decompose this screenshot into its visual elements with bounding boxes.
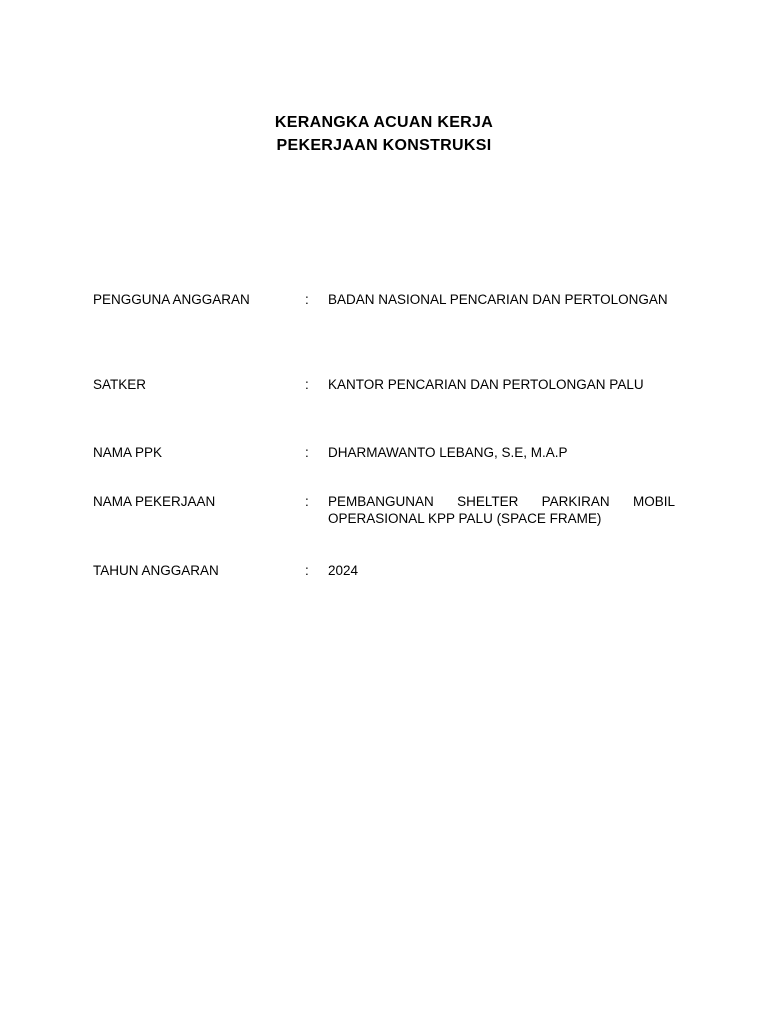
field-value: BADAN NASIONAL PENCARIAN DAN PERTOLONGAN [328,292,668,307]
field-value: KANTOR PENCARIAN DAN PERTOLONGAN PALU [328,377,644,392]
field-value: PEMBANGUNAN SHELTER PARKIRAN MOBIL OPERASIONAL KPP PALU (SPACE FRAME) [328,494,675,526]
field-colon: : [305,377,309,392]
field-label: PENGGUNA ANGGARAN [93,292,250,307]
field-colon: : [305,292,309,307]
field-colon: : [305,445,309,460]
field-colon: : [305,494,309,509]
title-line-1: KERANGKA ACUAN KERJA [274,114,494,131]
field-label: SATKER [93,377,147,392]
document-title [0,111,768,157]
field-colon: : [305,563,309,578]
field-value: DHARMAWANTO LEBANG, S.E, M.A.P [328,445,568,460]
field-label: NAMA PEKERJAAN [93,494,216,509]
field-label: NAMA PPK [93,445,163,460]
field-label: TAHUN ANGGARAN [93,563,219,578]
field-value: 2024 [328,563,359,578]
title-line-2: PEKERJAAN KONSTRUKSI [276,137,492,154]
